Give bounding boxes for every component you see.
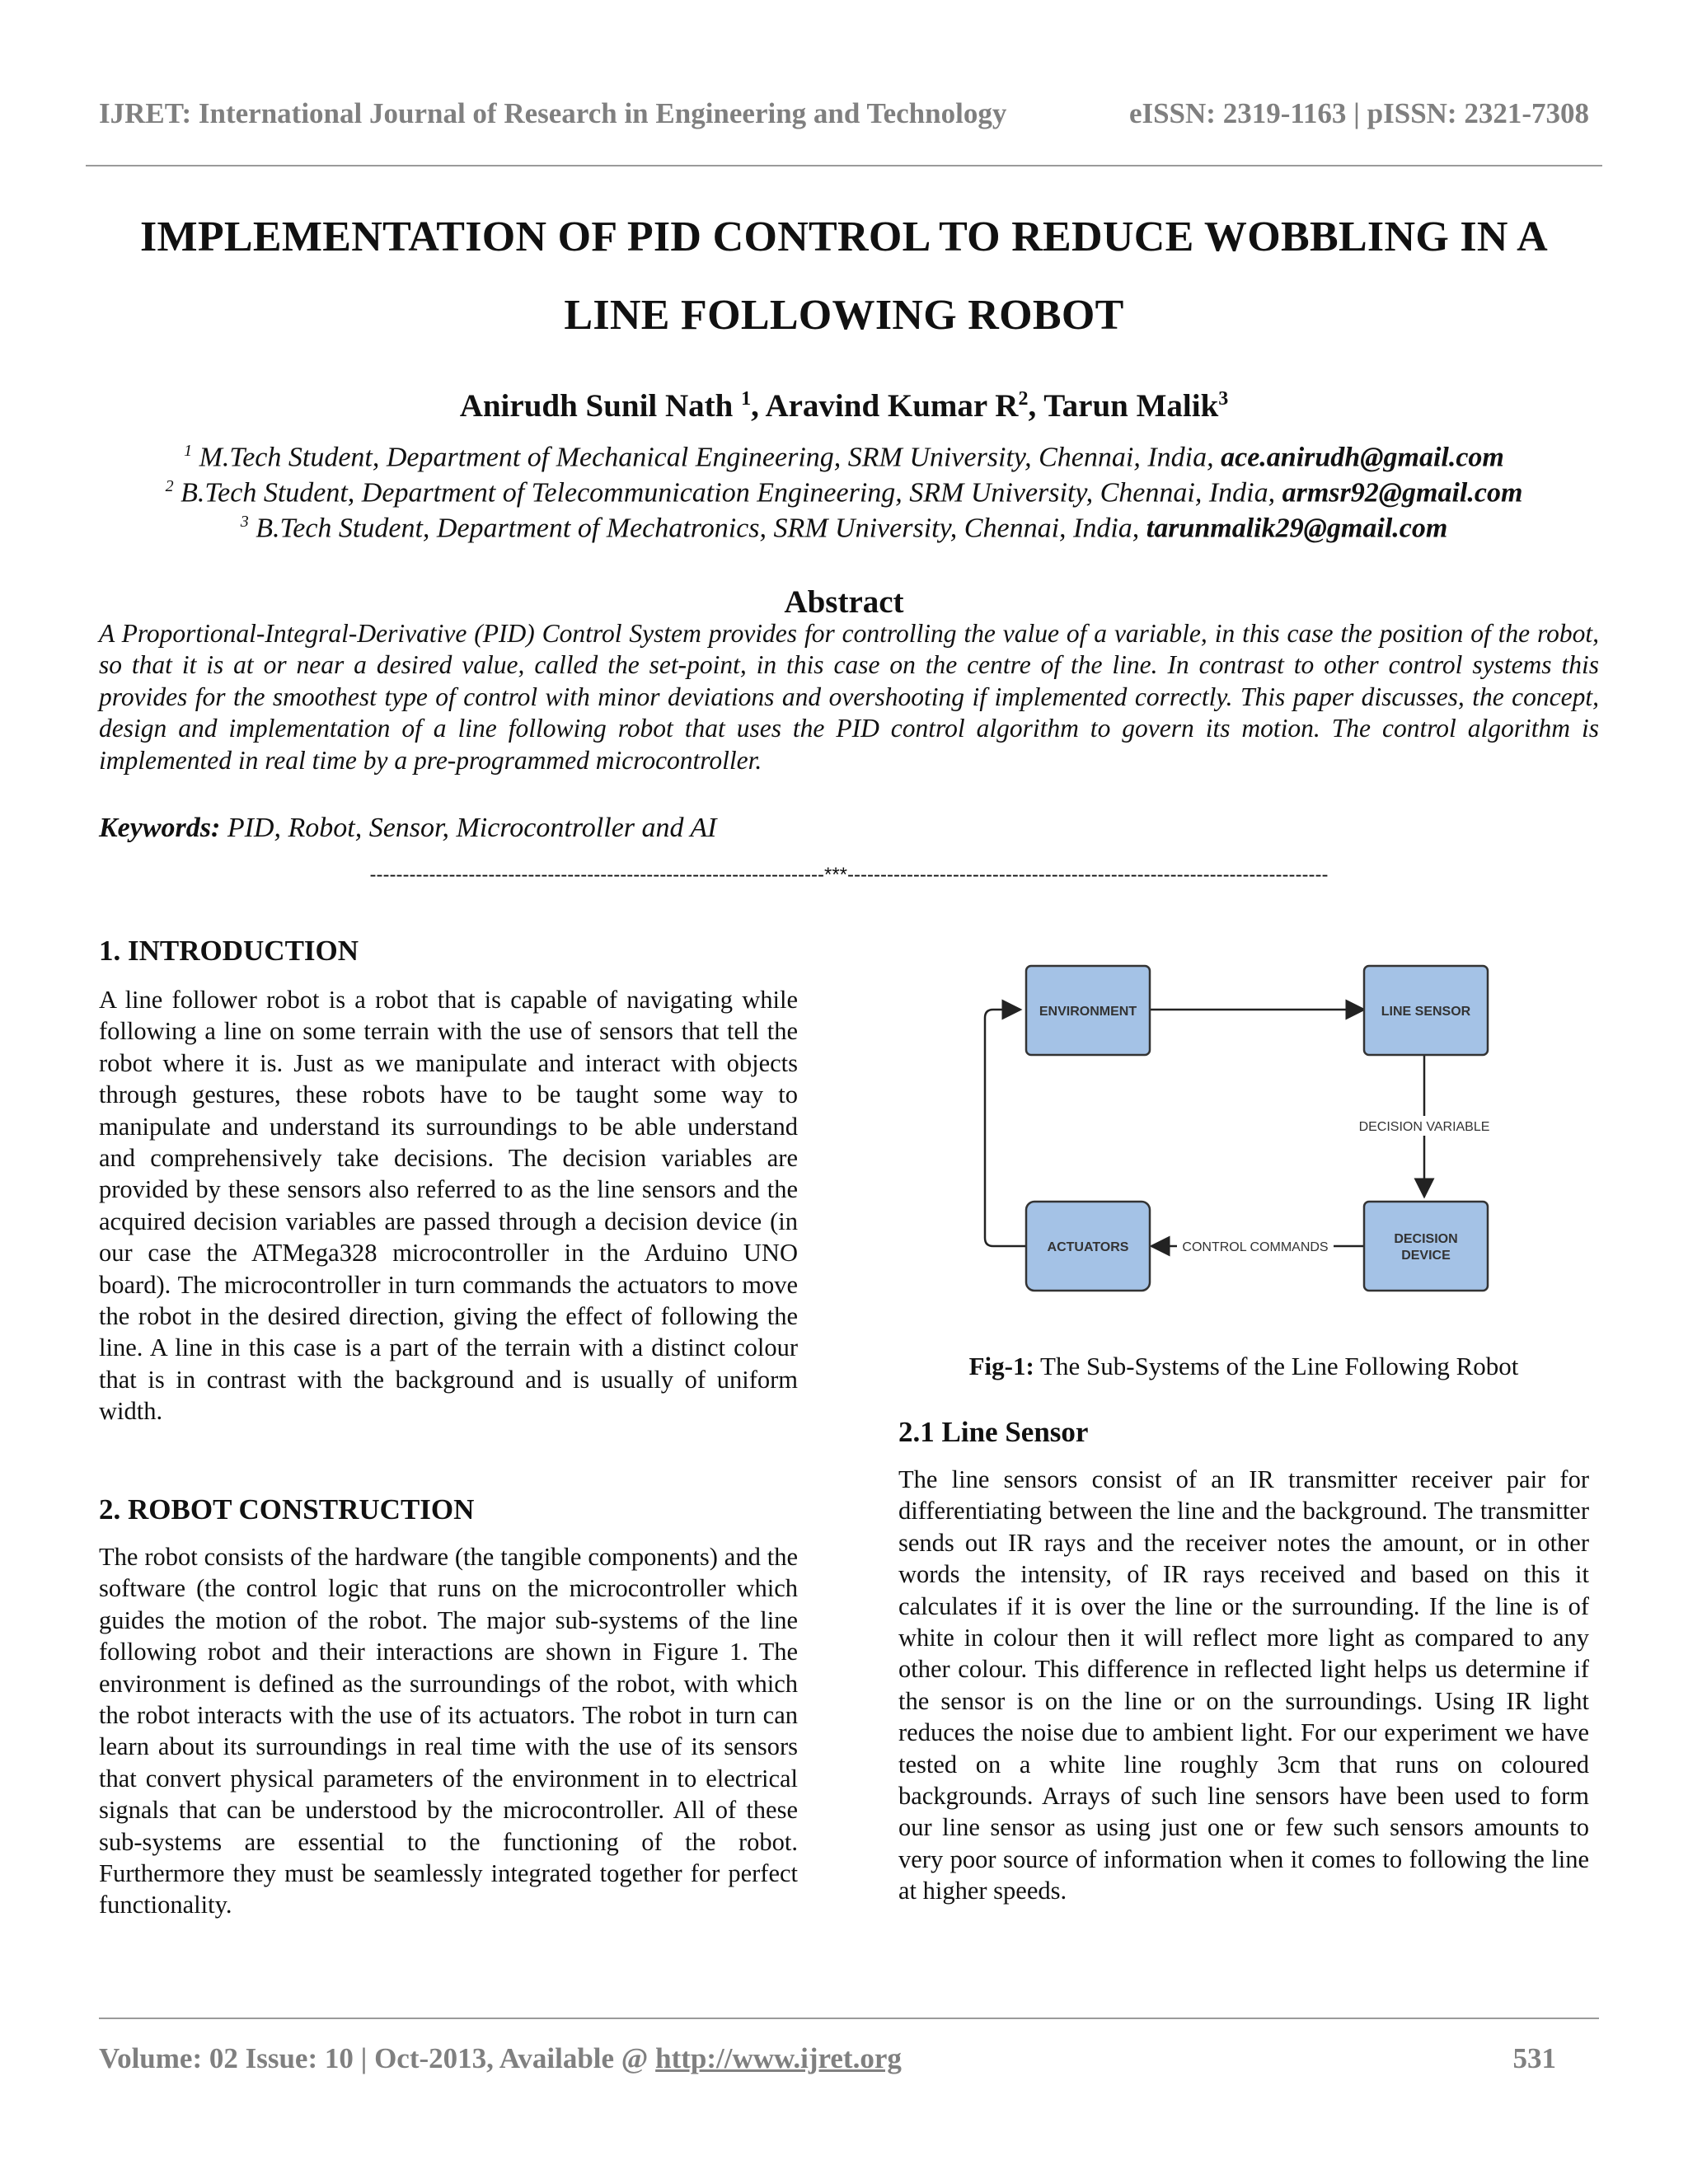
footer-link[interactable]: http://www.ijret.org <box>655 2042 902 2074</box>
figure-caption-label: Fig-1: <box>968 1352 1034 1380</box>
author-2-sup: 2 <box>1018 388 1029 410</box>
keywords <box>99 813 717 844</box>
author-3: , Tarun Malik <box>1028 388 1219 424</box>
box-decision-device <box>1364 1202 1488 1291</box>
abstract-text: A Proportional-Integral-Derivative (PID) Control System provides for controlling the value of a variable, in this case the position of the robot, so that it is at or near a desired value, called the set-point, in this case on the centre of the line. In contrast to other control systems this provides for the smoothest type of control with minor deviations and overshooting if implemented correctly. This paper discusses, the concept, design and implementation of a line following robot that uses the PID control algorithm to govern its motion. The control algorithm is implemented in real time by a pre-programmed microcontroller. <box>99 619 1599 775</box>
paper-title: IMPLEMENTATION OF PID CONTROL TO REDUCE WOBBLING IN A LINE FOLLOWING ROBOT <box>139 213 1549 339</box>
issn: eISSN: 2319-1163 | pISSN: 2321-7308 <box>1128 97 1589 129</box>
label-decision-variable: DECISION VARIABLE <box>1358 1120 1490 1134</box>
journal-name: IJRET: International Journal of Research in Engineering and Technology <box>99 97 1007 129</box>
affiliation-text: B.Tech Student, Department of Telecommunication Engineering, SRM University, Chennai, India, <box>173 477 1282 509</box>
affiliation-email: armsr92@gmail.com <box>1282 477 1523 509</box>
edge-actuators-to-env <box>985 1010 1026 1246</box>
construction-heading: 2. ROBOT CONSTRUCTION <box>99 1493 475 1526</box>
authors <box>0 387 1688 424</box>
affiliation-sup: 1 <box>184 442 193 460</box>
header-rule <box>86 165 1602 166</box>
author-1-sup: 1 <box>741 388 752 410</box>
keywords-label: Keywords: <box>99 813 221 843</box>
label-decision-device-1: DECISION <box>1394 1232 1458 1246</box>
section-divider: ---------------------------------------------------------------------***------------------------------------------------------------------------- <box>369 864 1329 886</box>
label-line-sensor: LINE SENSOR <box>1381 1005 1471 1019</box>
author-2: , Aravind Kumar R <box>751 388 1019 424</box>
label-control-commands: CONTROL COMMANDS <box>1182 1240 1329 1254</box>
figure-caption-text: The Sub-Systems of the Line Following Robot <box>1034 1352 1519 1380</box>
affiliation-text: B.Tech Student, Department of Mechatronics, SRM University, Chennai, India, <box>248 513 1146 544</box>
line-sensor-heading: 2.1 Line Sensor <box>898 1416 1089 1448</box>
intro-heading: 1. INTRODUCTION <box>99 935 359 967</box>
affiliation-2 <box>0 477 1688 509</box>
label-decision-device-2: DEVICE <box>1401 1249 1451 1263</box>
figure-caption <box>898 1352 1589 1381</box>
affiliation-text: M.Tech Student, Department of Mechanical Engineering, SRM University, Chennai, India, <box>192 442 1221 473</box>
keywords-text: PID, Robot, Sensor, Microcontroller and AI <box>220 813 717 843</box>
abstract-heading: Abstract <box>784 584 904 620</box>
label-environment: ENVIRONMENT <box>1039 1005 1137 1019</box>
affiliation-sup: 2 <box>165 477 174 495</box>
subsystems-diagram <box>948 940 1525 1319</box>
affiliation-email: ace.anirudh@gmail.com <box>1221 442 1504 473</box>
intro-text: A line follower robot is a robot that is capable of navigating while following a line on some terrain with the use of sensors that tell the robot where it is. Just as we manipulate and interact with objects through gestures, these robots have to be taught some way to manipulate and understand its surroundings to be able understand and comprehensively take decisions. The decision variables are provided by these sensors also referred to as the line sensors and the acquired decision variables are passed through a decision device (in our case the ATMega328 microcontroller in the Arduino UNO board). The microcontroller in turn commands the actuators to move the robot in the desired direction, giving the effect of following the line. A line in this case is a part of the terrain with a distinct colour that is in contrast with the background and is usually of uniform width. <box>99 986 798 1426</box>
affiliation-sup: 3 <box>240 513 249 531</box>
page-number: 531 <box>1512 2042 1556 2074</box>
affiliation-email: tarunmalik29@gmail.com <box>1146 513 1448 544</box>
affiliation-3 <box>0 513 1688 544</box>
footer-volume <box>99 2042 902 2075</box>
construction-text: The robot consists of the hardware (the tangible components) and the software (the control logic that runs on the microcontroller which guides the motion of the robot. The major sub-systems of the line following robot and their interactions are shown in Figure 1. The environment is defined as the surroundings of the robot, with which the robot interacts with the use of its actuators. The robot in turn can learn about its surroundings in real time with the use of its sensors that convert physical parameters of the environment in to electrical signals that can be understood by the microcontroller. All of these sub-systems are essential to the functioning of the robot. Furthermore they must be seamlessly integrated together for perfect functionality. <box>99 1543 798 1919</box>
label-actuators: ACTUATORS <box>1047 1240 1129 1254</box>
affiliation-1 <box>0 442 1688 473</box>
author-3-sup: 3 <box>1218 388 1229 410</box>
footer-volume-text: Volume: 02 Issue: 10 | Oct-2013, Available @ <box>99 2042 656 2074</box>
footer-rule <box>99 2018 1599 2019</box>
author-1: Anirudh Sunil Nath <box>459 388 742 424</box>
line-sensor-text: The line sensors consist of an IR transmitter receiver pair for differentiating between the line and the background. The transmitter sends out IR rays and the receiver notes the amount, or in other words the intensity, of IR rays received and based on this it calculates if it is over the line or the surrounding. If the line is of white in colour then it will reflect more light as compared to any other colour. This difference in reflected light helps us determine if the sensor is on the line or on the surroundings. Using IR light reduces the noise due to ambient light. For our experiment we have tested on a white line roughly 3cm that runs on coloured backgrounds. Arrays of such line sensors have been used to form our line sensor as using just one or few such sensors amounts to very poor source of information when it comes to following the line at higher speeds. <box>898 1465 1589 1905</box>
